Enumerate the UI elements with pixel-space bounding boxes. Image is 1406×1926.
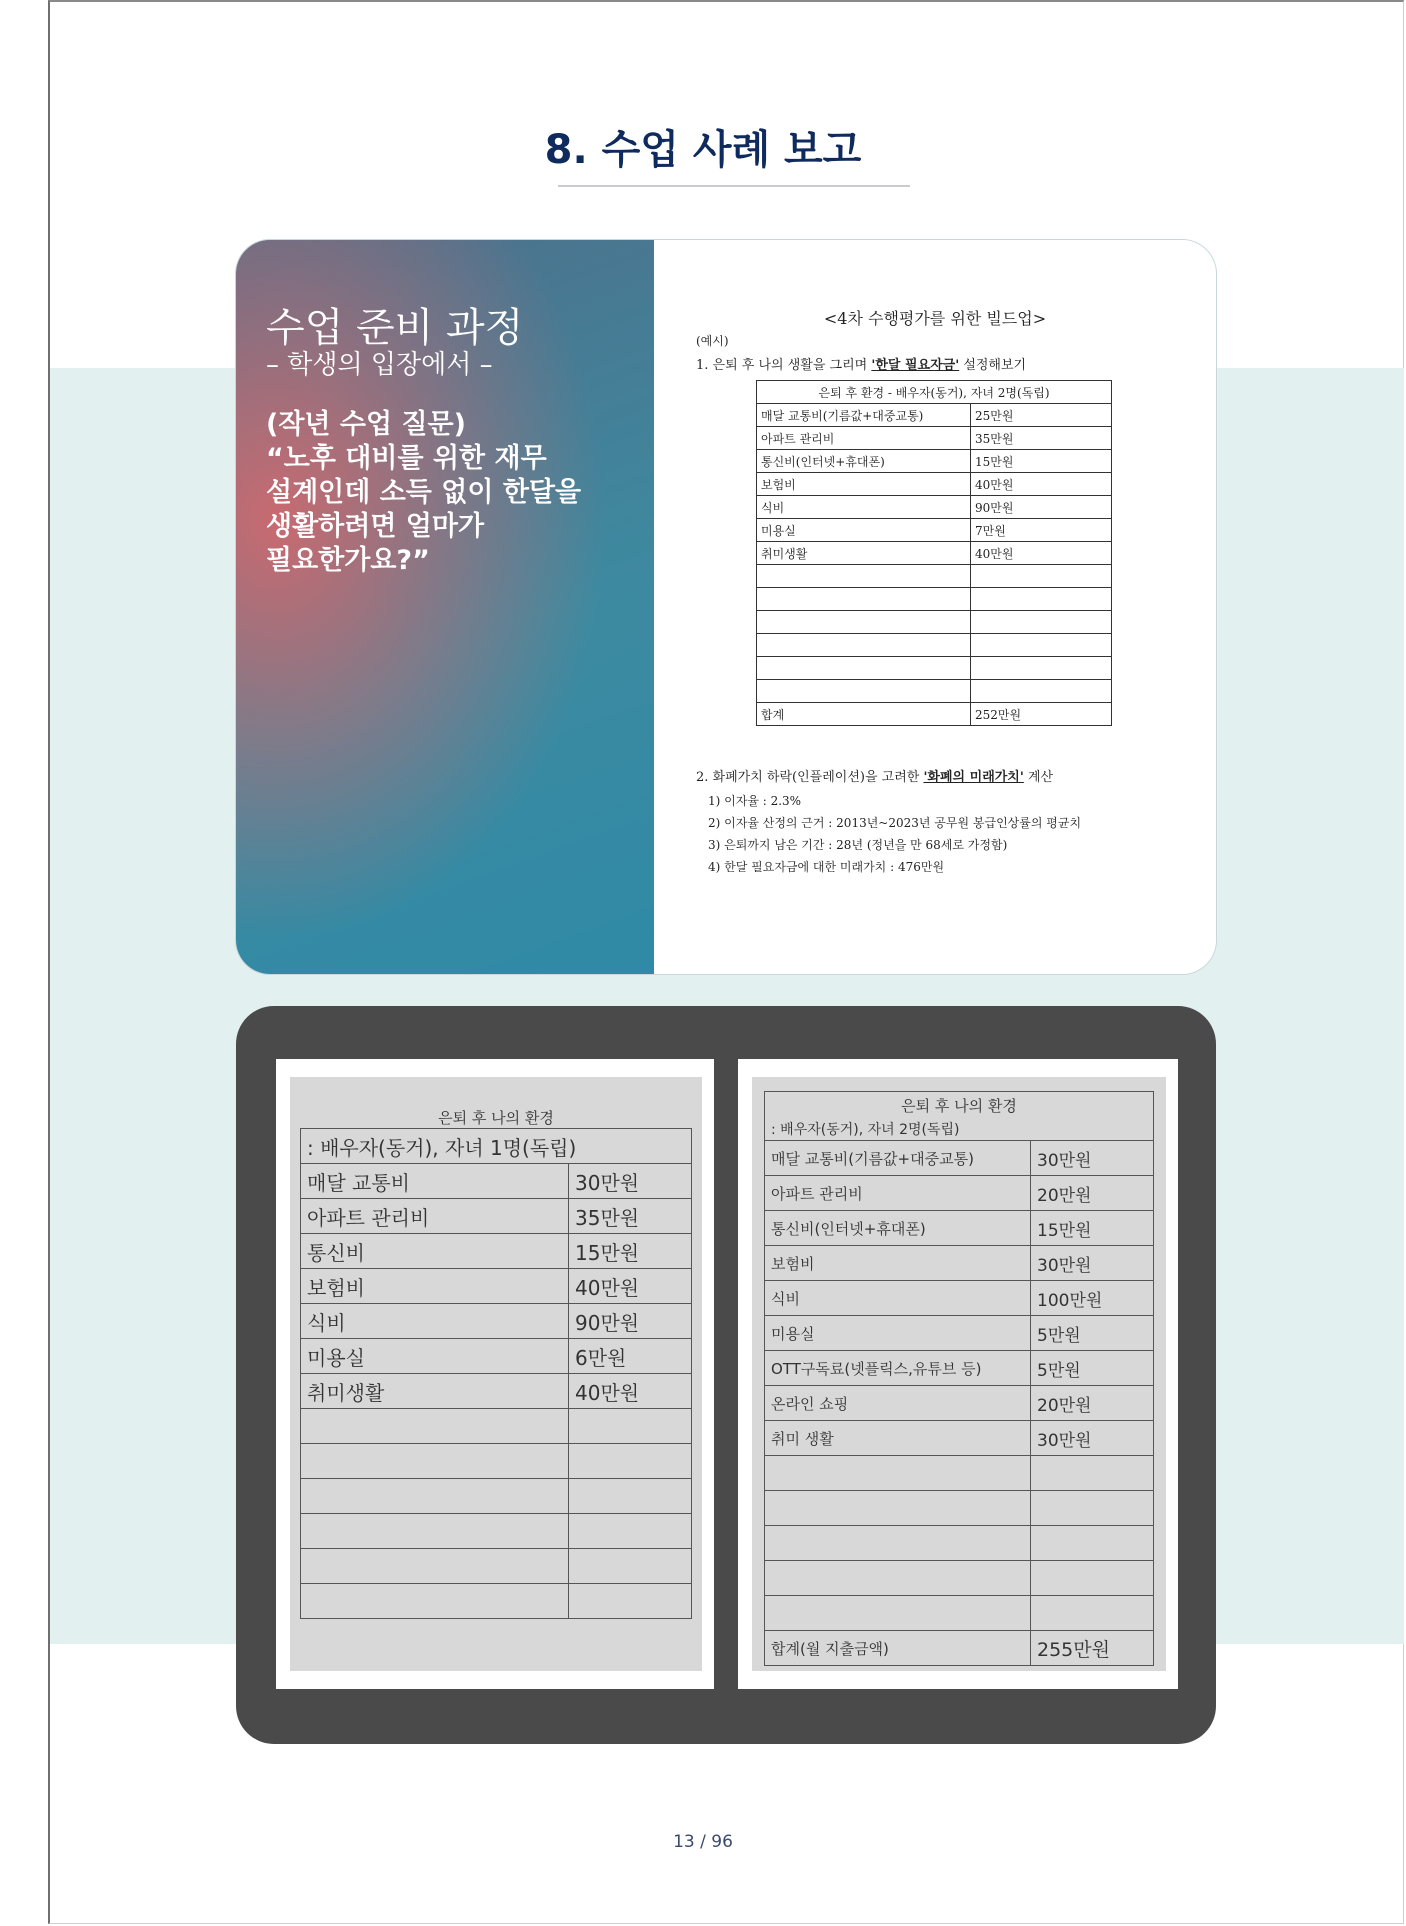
table-row: 미용실 7만원 xyxy=(757,519,1112,542)
table-row: 통신비 15만원 xyxy=(301,1234,692,1269)
student-sheet-2 xyxy=(752,1077,1166,1671)
table-row: 미용실 6만원 xyxy=(301,1339,692,1374)
table-total-row: 합계 252만원 xyxy=(757,703,1112,726)
table-row: 식비 100만원 xyxy=(765,1281,1154,1316)
table-row: 온라인 쇼핑 20만원 xyxy=(765,1386,1154,1421)
table-row-empty xyxy=(765,1596,1154,1631)
student2-title: 은퇴 후 나의 환경 xyxy=(765,1092,1154,1119)
table-row-empty xyxy=(757,634,1112,657)
table-row: 아파트 관리비 20만원 xyxy=(765,1176,1154,1211)
worksheet-table-header: 은퇴 후 환경 - 배우자(동거), 자녀 2명(독립) xyxy=(757,381,1112,404)
prep-card xyxy=(236,240,1216,974)
student2-table xyxy=(764,1091,1154,1666)
student1-subtitle: : 배우자(동거), 자녀 1명(독립) xyxy=(301,1129,692,1164)
student2-subtitle: : 배우자(동거), 자녀 2명(독립) xyxy=(765,1118,1154,1141)
table-row: 통신비(인터넷+휴대폰) 15만원 xyxy=(765,1211,1154,1246)
table-row: 매달 교통비(기름값+대중교통) 30만원 xyxy=(765,1141,1154,1176)
table-row: 매달 교통비 30만원 xyxy=(301,1164,692,1199)
worksheet-sub3: 3) 은퇴까지 남은 기간 : 28년 (정년을 만 68세로 가정함) xyxy=(708,838,1008,852)
student-sheet-1 xyxy=(290,1077,702,1671)
worksheet-title: <4차 수행평가를 위한 빌드업> xyxy=(823,309,1047,328)
table-row-empty xyxy=(301,1514,692,1549)
student1-table xyxy=(300,1128,692,1619)
table-row: 아파트 관리비 35만원 xyxy=(301,1199,692,1234)
table-row: 보험비 40만원 xyxy=(301,1269,692,1304)
table-row: 매달 교통비(기름값+대중교통) 25만원 xyxy=(757,404,1112,427)
worksheet-item2: 2. 화폐가치 하락(인플레이션)을 고려한 '화폐의 미래가치' 계산 xyxy=(696,770,1054,785)
table-row-empty xyxy=(757,611,1112,634)
worksheet-sub2: 2) 이자율 산정의 근거 : 2013년~2023년 공무원 봉급인상률의 평균치 xyxy=(708,816,1082,830)
title-underline xyxy=(558,185,910,187)
table-row-empty xyxy=(301,1444,692,1479)
table-row-empty xyxy=(765,1526,1154,1561)
table-row-empty xyxy=(301,1549,692,1584)
student-samples-card xyxy=(236,1006,1216,1744)
table-row-empty xyxy=(765,1491,1154,1526)
table-row: 취미 생활 30만원 xyxy=(765,1421,1154,1456)
table-row-empty xyxy=(757,588,1112,611)
table-row-empty xyxy=(757,657,1112,680)
worksheet-example-label: (예시) xyxy=(696,334,729,348)
student1-title: 은퇴 후 나의 환경 xyxy=(438,1109,554,1127)
table-row-empty xyxy=(765,1561,1154,1596)
prep-panel xyxy=(236,240,654,974)
prep-title: 수업 준비 과정 xyxy=(266,305,524,351)
worksheet-table xyxy=(756,380,1112,726)
table-row: 취미생활 40만원 xyxy=(757,542,1112,565)
student-photo-2 xyxy=(738,1059,1178,1689)
page-title: 8. 수업 사례 보고 xyxy=(544,127,862,173)
table-row: 식비 90만원 xyxy=(301,1304,692,1339)
table-row-empty xyxy=(301,1479,692,1514)
worksheet-item1: 1. 은퇴 후 나의 생활을 그리며 '한달 필요자금' 설정해보기 xyxy=(696,358,1027,373)
table-row: 미용실 5만원 xyxy=(765,1316,1154,1351)
table-row-empty xyxy=(765,1456,1154,1491)
table-row: OTT구독료(넷플릭스,유튜브 등) 5만원 xyxy=(765,1351,1154,1386)
prep-subtitle: – 학생의 입장에서 – xyxy=(266,350,493,380)
table-row: 보험비 30만원 xyxy=(765,1246,1154,1281)
worksheet-sub4: 4) 한달 필요자금에 대한 미래가치 : 476만원 xyxy=(708,860,945,874)
student-photo-1 xyxy=(276,1059,714,1689)
table-row: 보험비 40만원 xyxy=(757,473,1112,496)
table-row-empty xyxy=(301,1584,692,1619)
table-row-empty xyxy=(757,565,1112,588)
table-total-row: 합계(월 지출금액) 255만원 xyxy=(765,1631,1154,1666)
page-number: 13 / 96 xyxy=(673,1832,733,1852)
prep-question: (작년 수업 질문) “노후 대비를 위한 재무 설계인데 소득 없이 한달을 생활하려면 얼마가 필요한가요?” xyxy=(266,409,582,576)
table-row-empty xyxy=(301,1409,692,1444)
worksheet-sub1: 1) 이자율 : 2.3% xyxy=(708,794,802,808)
worksheet-image xyxy=(654,240,1216,974)
table-row: 취미생활 40만원 xyxy=(301,1374,692,1409)
table-row: 아파트 관리비 35만원 xyxy=(757,427,1112,450)
table-row: 식비 90만원 xyxy=(757,496,1112,519)
table-row: 통신비(인터넷+휴대폰) 15만원 xyxy=(757,450,1112,473)
table-row-empty xyxy=(757,680,1112,703)
